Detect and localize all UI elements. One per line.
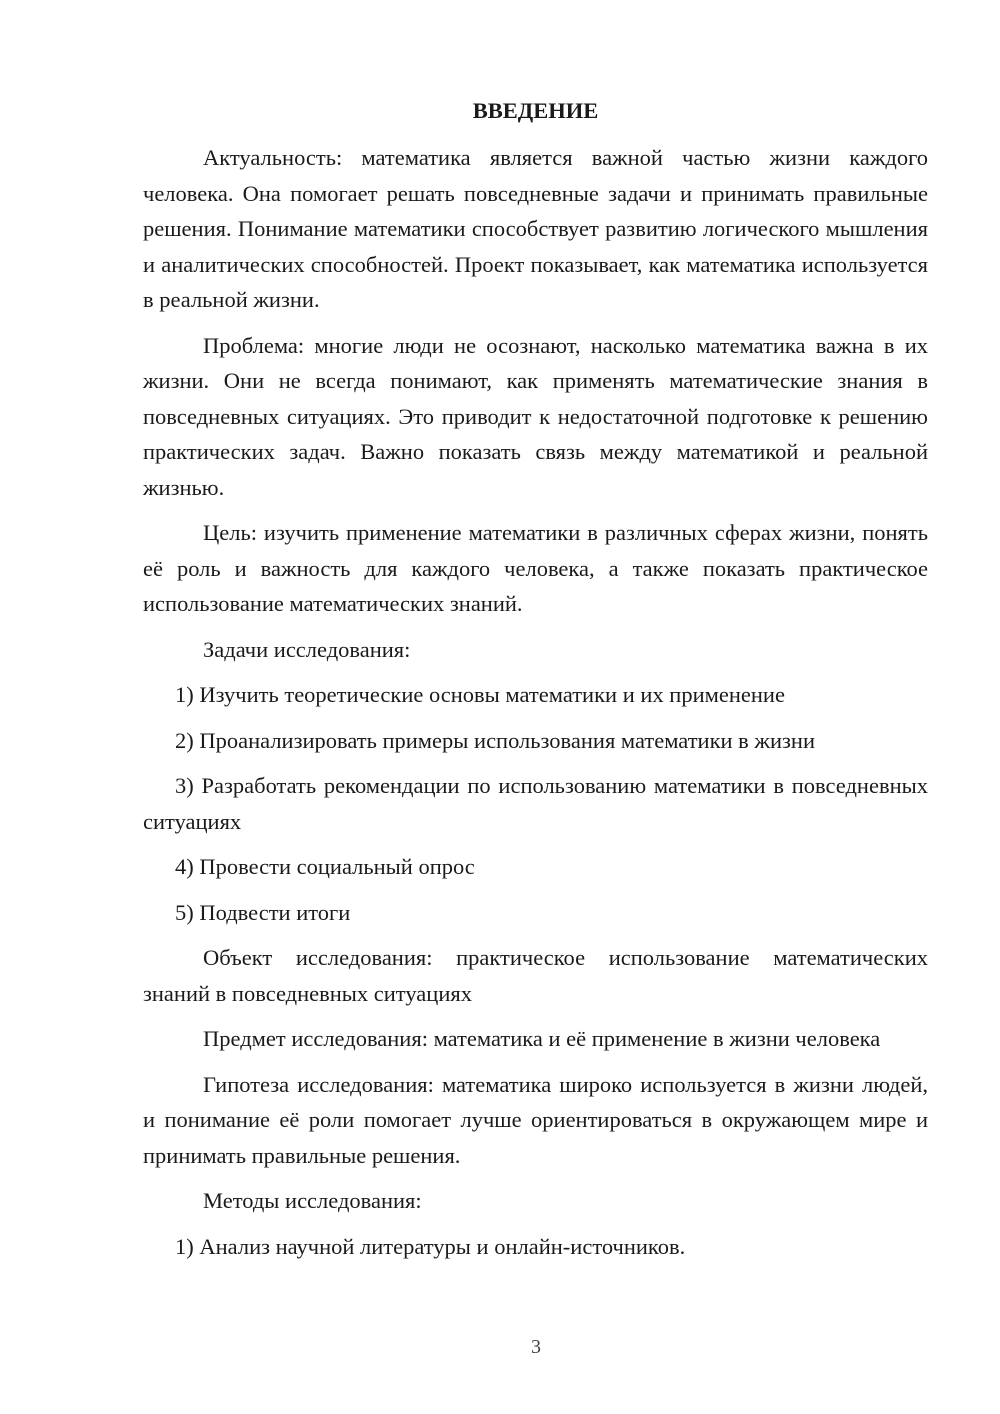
page-number: 3 [531, 1336, 541, 1358]
task-item-1: 1) Изучить теоретические основы математики и их применение [175, 682, 785, 707]
goal-paragraph: Цель: изучить применение математики в различных сферах жизни, понять её роль и важность для каждого человека, а также показать практическое использование математических знаний. [143, 520, 928, 616]
page-content [143, 93, 928, 1264]
methods-heading: Методы исследования: [203, 1188, 422, 1213]
task-item-2: 2) Проанализировать примеры использования математики в жизни [175, 727, 815, 753]
tasks-heading: Задачи исследования: [203, 636, 411, 662]
task-item-4: 4) Провести социальный опрос [175, 854, 475, 879]
task-item-5: 5) Подвести итоги [175, 899, 351, 925]
hypothesis-paragraph: Гипотеза исследования: математика широко используется в жизни людей, и понимание её роли помогает лучше ориентироваться в окружающем мире и принимать правильные решения. [143, 1071, 928, 1168]
problem-paragraph: Проблема: многие люди не осознают, насколько математика важна в их жизни. Они не всегда понимают, как применять математические знания в повседневных ситуациях. Это приводит к недостаточной подготовке к решению практических задач. Важно показать связь между математикой и реальной жизнью. [143, 332, 928, 500]
relevance-paragraph: Актуальность: математика является важной частью жизни каждого человека. Она помогает решать повседневные задачи и принимать правильные решения. Понимание математики способствует развитию логического мышления и аналитических способностей. Проект показывает, как математика используется в реальной жизни. [143, 145, 928, 312]
object-paragraph: Объект исследования: практическое использование математических знаний в повседневных ситуациях [143, 945, 928, 1006]
task-item-3: 3) Разработать рекомендации по использованию математики в повседневных ситуациях [143, 773, 928, 834]
method-item-1: 1) Анализ научной литературы и онлайн-источников. [175, 1233, 686, 1259]
subject-paragraph: Предмет исследования: математика и её применение в жизни человека [203, 1026, 881, 1051]
section-title: ВВЕДЕНИЕ [472, 98, 599, 123]
